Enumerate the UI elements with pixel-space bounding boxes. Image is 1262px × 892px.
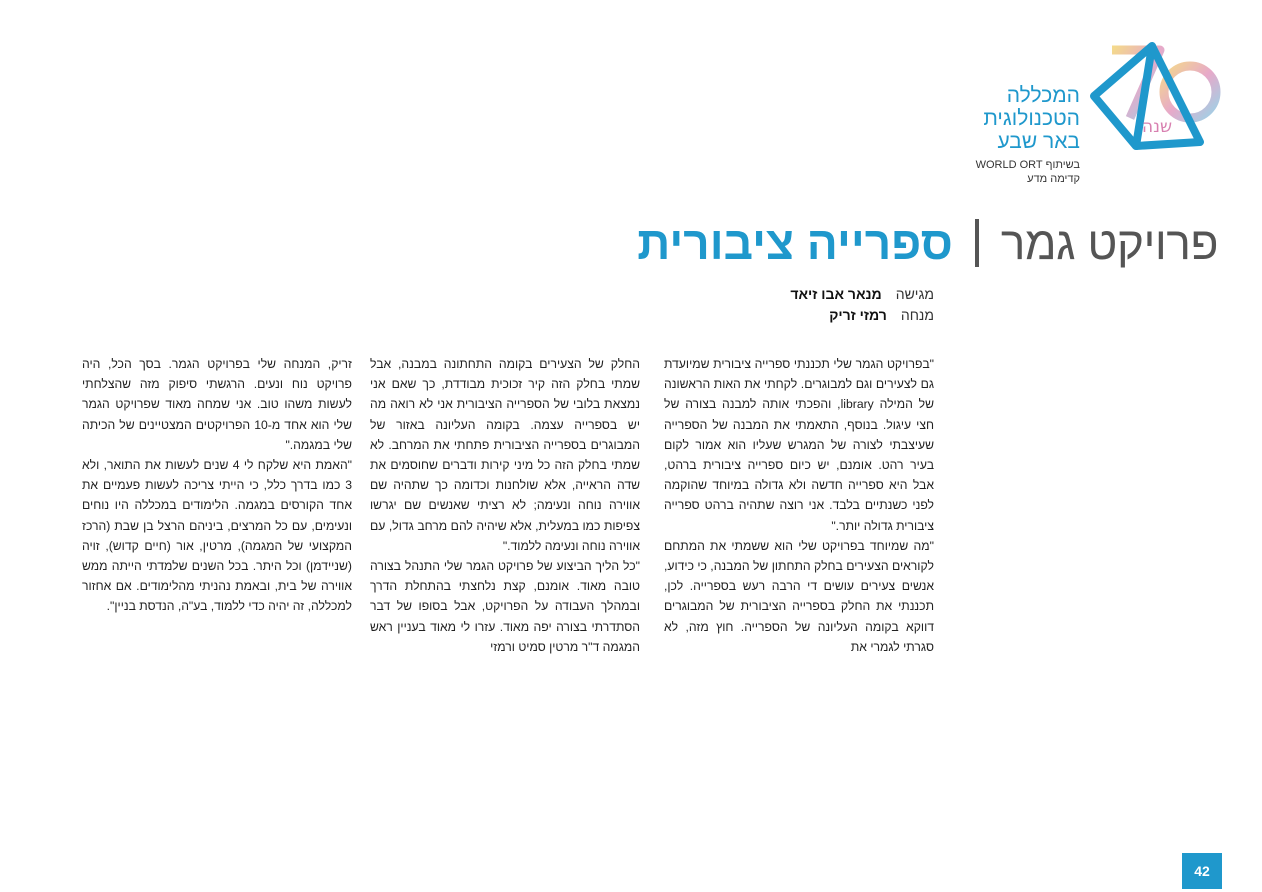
partner-text bbox=[960, 158, 1080, 186]
partner-line-2: קדימה מדע bbox=[1027, 173, 1080, 185]
article-column-3 bbox=[82, 354, 352, 617]
presenter-name: מנאר אבו זיאד bbox=[790, 286, 882, 302]
advisor-row bbox=[790, 305, 934, 326]
article-paragraph: "האמת היא שלקח לי 4 שנים לעשות את התואר, ולא 3 כמו בדרך כלל, כי הייתי צריכה לעשות פעמיים את אחד הקורסים במגמה. הלימודים במכללה היו נוחים ונעימים, עם כל המרצים, ביניהם הרצל בן שבת (הרכז המקצועי של המגמה), מרטין, אור (חיים קדוש), זויה (שניידמן) וכל היתר. בכל השנים שלמדתי הייתה ממש אווירה של בית, ובאמת נהניתי מהלימודים. אם אחזור למכללה, זה יהיה כדי ללמוד, בע"ה, הנדסת בניין". bbox=[82, 458, 352, 614]
article-paragraph: זריק, המנחה שלי בפרויקט הגמר. בסך הכל, היה פרויקט נוח ונעים. הרגשתי סיפוק מזה שהצלחתי לעשות משהו טוב. אני שמחה מאוד שפרויקט הגמר שלי הוא אחד מ-10 הפרויקטים המצטיינים של הכיתה שלי במגמה." bbox=[82, 357, 352, 452]
article-paragraph: "מה שמיוחד בפרויקט שלי הוא ששמתי את המתחם לקוראים הצעירים בחלק התחתון של המבנה, כי כידוע, אנשים צעירים עושים די הרבה רעש בספרייה. לכן, תכננתי את החלק בספרייה הציבורית של המבוגרים דווקא בקומה העליונה של הספרייה. חוץ מזה, לא סגרתי לגמרי את bbox=[664, 538, 934, 654]
article-column-2 bbox=[370, 354, 640, 657]
title-prefix: פרויקט גמר bbox=[1000, 217, 1218, 269]
college-name-line-3: באר שבע bbox=[997, 130, 1080, 153]
title-main: ספרייה ציבורית bbox=[637, 217, 953, 269]
partner-line-1: בשיתוף WORLD ORT bbox=[975, 159, 1080, 171]
title-divider bbox=[975, 219, 979, 267]
page-number: 42 bbox=[1182, 853, 1222, 889]
article-paragraph: "כל הליך הביצוע של פרויקט הגמר שלי התנהל בצורה טובה מאוד. אומנם, קצת נלחצתי בהתחלת הדרך ובמהלך העבודה על הפרויקט, אבל בסופו של דבר הסתדרתי בצורה יפה מאוד. עזרו לי מאוד בעניין ראש המגמה ד"ר מרטין סמיט ורמזי bbox=[370, 559, 640, 654]
college-logo bbox=[940, 40, 1230, 190]
presenter-row bbox=[790, 284, 934, 305]
article-column-1 bbox=[664, 354, 934, 657]
anniversary-word: שנה bbox=[1142, 117, 1172, 137]
advisor-name: רמזי זריק bbox=[829, 307, 887, 323]
presenter-role: מגישה bbox=[895, 286, 934, 302]
college-name-line-1: המכללה bbox=[1006, 84, 1080, 107]
college-name-line-2: הטכנולוגית bbox=[983, 107, 1080, 130]
page-title bbox=[637, 212, 1218, 274]
college-name bbox=[960, 84, 1080, 153]
article-paragraph: "בפרויקט הגמר שלי תכננתי ספרייה ציבורית שמיועדת גם לצעירים וגם למבוגרים. לקחתי את האות הראשונה של המילה library, והפכתי אותה למבנה בצורה של חצי עיגול. בנוסף, התאמתי את המבנה של הספרייה שעיצבתי לצורה של המגרש שעליו הוא אמור לקום בעיר רהט. אומנם, יש כיום ספרייה ציבורית ברהט, אבל היא ספרייה חדשה ולא גדולה במיוחד שהוקמה לפני כשנתיים בלבד. אני רוצה שתהיה ברהט ספרייה ציבורית גדולה יותר." bbox=[664, 357, 934, 533]
seventy-years-emblem-icon bbox=[1090, 40, 1225, 155]
article-paragraph: החלק של הצעירים בקומה התחתונה במבנה, אבל שמתי בחלק הזה קיר זכוכית מבודדת, כך שאם אני נמצאת בלובי של הספרייה הציבורית אני לא רואה מה יש בספרייה עצמה. בקומה העליונה באזור של המבוגרים בספרייה הציבורית פתחתי את המרחב. לא שמתי בחלק הזה כל מיני קירות ודברים שחוסמים את שדה הראייה, אלא שולחנות וכדומה כך שתהיה שם אווירה נוחה ונעימה; לא רציתי שאנשים שם יגרשו צפיפות כמו במעלית, אלא שיהיה להם מרחב גדול, עם אווירה נוחה ונעימה ללמוד." bbox=[370, 357, 640, 553]
project-credits bbox=[790, 284, 934, 326]
advisor-role: מנחה bbox=[900, 307, 934, 323]
